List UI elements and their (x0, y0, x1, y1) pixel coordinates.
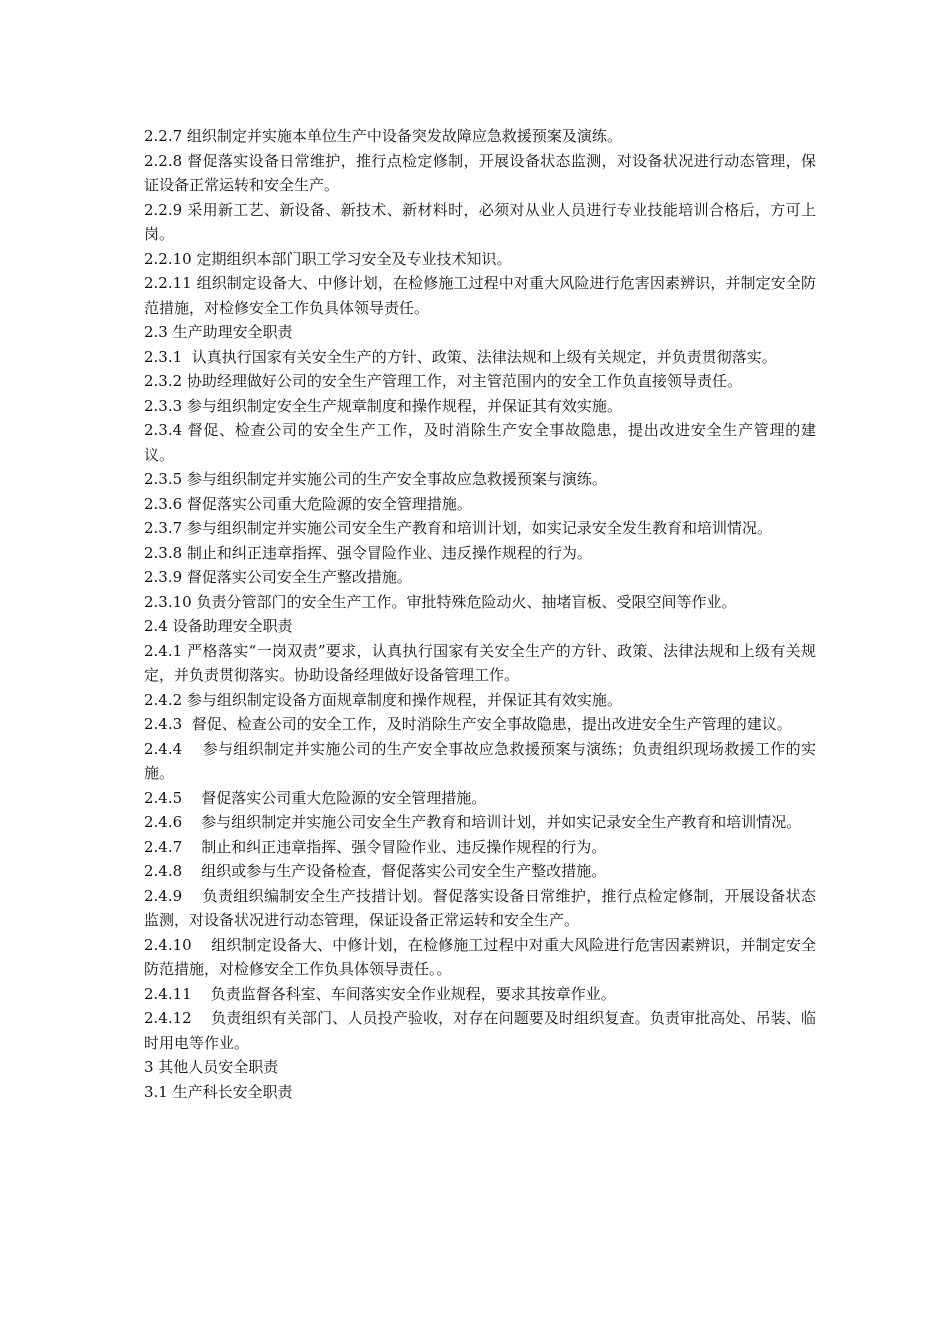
section-heading-3-1: 3.1 生产科长安全职责 (144, 1082, 293, 1101)
paragraph-2-4-6: 2.4.6 参与组织制定并实施公司安全生产教育和培训计划，并如实记录安全生产教育和培训情况。 (144, 813, 802, 831)
paragraph-2-3-6: 2.3.6 督促落实公司重大危险源的安全管理措施。 (144, 494, 472, 513)
paragraph-2-3-1: 2.3.1 认真执行国家有关安全生产的方针、政策、法律法规和上级有关规定，并负责贯彻落实。 (144, 347, 777, 366)
paragraph-2-2-9: 2.2.9 采用新工艺、新设备、新技术、新材料时，必须对从业人员进行专业技能培训合格后，方可上岗。 (144, 200, 816, 243)
paragraph-2-2-7: 2.2.7 组织制定并实施本单位生产中设备突发故障应急救援预案及演练。 (144, 127, 622, 145)
paragraph-2-4-11: 2.4.11 负责监督各科室、车间落实安全作业规程，要求其按章作业。 (144, 984, 616, 1003)
paragraph-2-4-1: 2.4.1 严格落实“一岗双责”要求，认真执行国家有关安全生产的方针、政策、法律法规和上级有关规定，并负责贯彻落实。协助设备经理做好设备管理工作。 (144, 641, 816, 684)
section-heading-2-4: 2.4 设备助理安全职责 (144, 617, 293, 635)
paragraph-2-4-12: 2.4.12 负责组织有关部门、人员投产验收，对存在问题要及时组织复查。负责审批高处、吊装、临时用电等作业。 (144, 1009, 816, 1052)
paragraph-2-2-10: 2.2.10 定期组织本部门职工学习安全及专业技术知识。 (144, 249, 512, 268)
paragraph-2-3-8: 2.3.8 制止和纠正违章指挥、强令冒险作业、违反操作规程的行为。 (144, 543, 592, 562)
paragraph-2-3-10: 2.3.10 负责分管部门的安全生产工作。审批特殊危险动火、抽堵盲板、受限空间等作业。 (144, 592, 737, 611)
paragraph-2-4-3: 2.4.3 督促、检查公司的安全工作，及时消除生产安全事故隐患，提出改进安全生产管理的建议。 (144, 715, 792, 733)
paragraph-2-2-8: 2.2.8 督促落实设备日常维护，推行点检定修制，开展设备状态监测，对设备状况进行动态管理，保证设备正常运转和安全生产。 (144, 151, 816, 194)
paragraph-2-3-5: 2.3.5 参与组织制定并实施公司的生产安全事故应急救援预案与演练。 (144, 470, 607, 488)
section-heading-2-3: 2.3 生产助理安全职责 (144, 323, 293, 341)
paragraph-2-3-4: 2.3.4 督促、检查公司的安全生产工作，及时消除生产安全事故隐患，提出改进安全生产管理的建议。 (144, 421, 816, 464)
paragraph-2-2-11: 2.2.11 组织制定设备大、中修计划，在检修施工过程中对重大风险进行危害因素辨识，并制定安全防范措施，对检修安全工作负具体领导责任。 (144, 274, 816, 317)
paragraph-2-3-2: 2.3.2 协助经理做好公司的安全生产管理工作，对主管范围内的安全工作负直接领导责任。 (144, 372, 742, 390)
section-heading-3: 3 其他人员安全职责 (144, 1058, 279, 1076)
paragraph-2-4-9: 2.4.9 负责组织编制安全生产技措计划。督促落实设备日常维护，推行点检定修制，开展设备状态监测，对设备状况进行动态管理，保证设备正常运转和安全生产。 (144, 886, 816, 929)
paragraph-2-4-5: 2.4.5 督促落实公司重大危险源的安全管理措施。 (144, 788, 487, 807)
paragraph-2-4-7: 2.4.7 制止和纠正违章指挥、强令冒险作业、违反操作规程的行为。 (144, 837, 607, 856)
paragraph-2-4-4: 2.4.4 参与组织制定并实施公司的生产安全事故应急救援预案与演练；负责组织现场救援工作的实施。 (144, 739, 816, 782)
paragraph-2-3-3: 2.3.3 参与组织制定安全生产规章制度和操作规程，并保证其有效实施。 (144, 396, 622, 415)
paragraph-2-3-7: 2.3.7 参与组织制定并实施公司安全生产教育和培训计划，如实记录安全发生教育和培训情况。 (144, 519, 772, 537)
paragraph-2-4-2: 2.4.2 参与组织制定设备方面规章制度和操作规程，并保证其有效实施。 (144, 690, 622, 709)
paragraph-2-4-8: 2.4.8 组织或参与生产设备检查，督促落实公司安全生产整改措施。 (144, 862, 607, 880)
paragraph-2-4-10: 2.4.10 组织制定设备大、中修计划，在检修施工过程中对重大风险进行危害因素辨识，并制定安全防范措施，对检修安全工作负具体领导责任。。 (144, 935, 816, 978)
document-body (144, 124, 816, 1104)
paragraph-2-3-9: 2.3.9 督促落实公司安全生产整改措施。 (144, 568, 412, 586)
